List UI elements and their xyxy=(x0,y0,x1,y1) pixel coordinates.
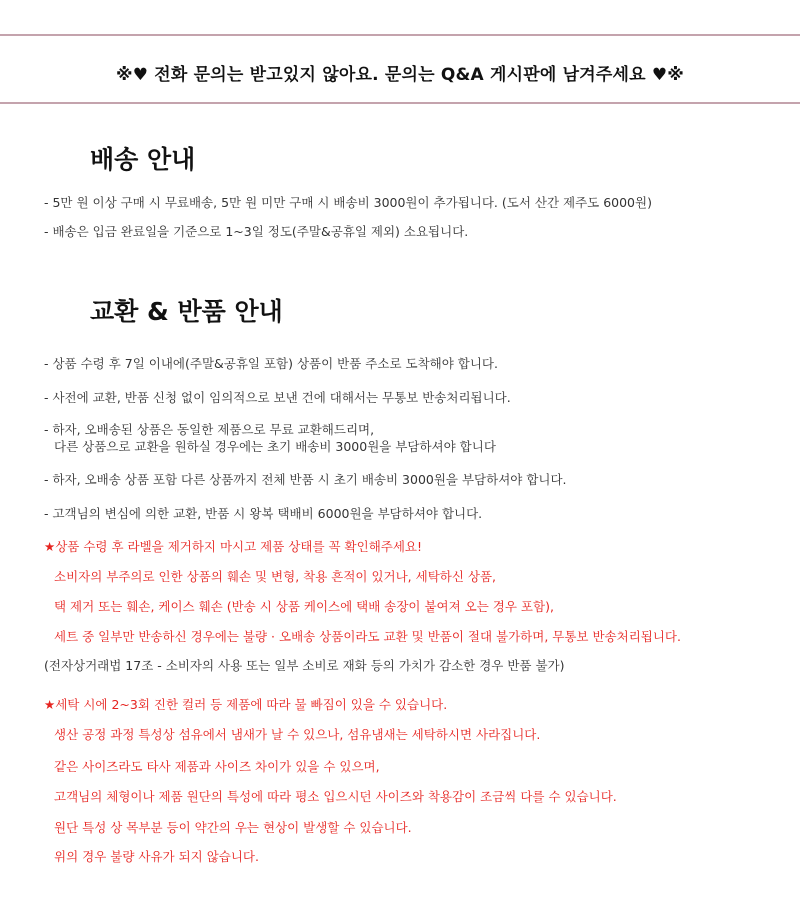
returns-line-3-cont: 다른 상품으로 교환을 원하실 경우에는 초기 배송비 3000원을 부담하셔야 합니다 xyxy=(54,439,496,454)
care-line-6: 위의 경우 불량 사유가 되지 않습니다. xyxy=(54,849,259,864)
returns-warning-4: 세트 중 일부만 반송하신 경우에는 불량 · 오배송 상품이라도 교환 및 반품이 절대 불가하며, 무통보 반송처리됩니다. xyxy=(54,629,681,644)
returns-law-note: (전자상거래법 17조 - 소비자의 사용 또는 일부 소비로 재화 등의 가치가 감소한 경우 반품 불가) xyxy=(44,658,565,673)
care-line-1: ★세탁 시에 2~3회 진한 컬러 등 제품에 따라 물 빠짐이 있을 수 있습니다. xyxy=(44,697,448,712)
returns-title: 교환 & 반품 안내 xyxy=(90,297,283,326)
returns-line-1: - 상품 수령 후 7일 이내에(주말&공휴일 포함) 상품이 반품 주소로 도착해야 합니다. xyxy=(44,356,498,371)
returns-line-5: - 고객님의 변심에 의한 교환, 반품 시 왕복 택배비 6000원을 부담하셔야 합니다. xyxy=(44,506,483,521)
returns-warning-3: 택 제거 또는 훼손, 케이스 훼손 (반송 시 상품 케이스에 택배 송장이 붙여져 오는 경우 포함), xyxy=(54,599,554,614)
returns-warning-1: ★상품 수령 후 라벨을 제거하지 마시고 제품 상태를 꼭 확인해주세요! xyxy=(44,539,423,554)
care-line-4: 고객님의 체형이나 제품 원단의 특성에 따라 평소 입으시던 사이즈와 착용감이 조금씩 다를 수 있습니다. xyxy=(54,789,617,804)
notice-text: ※♥ 전화 문의는 받고있지 않아요. 문의는 Q&A 게시판에 남겨주세요 ♥※ xyxy=(115,65,685,85)
care-line-2: 생산 공정 과정 특성상 섬유에서 냄새가 날 수 있으나, 섬유냄새는 세탁하시면 사라집니다. xyxy=(54,727,541,742)
shipping-line-1: - 5만 원 이상 구매 시 무료배송, 5만 원 미만 구매 시 배송비 3000원이 추가됩니다. (도서 산간 제주도 6000원) xyxy=(44,195,652,210)
notice-banner xyxy=(0,34,800,104)
shipping-line-2: - 배송은 입금 완료일을 기준으로 1~3일 정도(주말&공휴일 제외) 소요됩니다. xyxy=(44,224,469,239)
care-line-5: 원단 특성 상 목부분 등이 약간의 우는 현상이 발생할 수 있습니다. xyxy=(54,820,412,835)
shipping-title: 배송 안내 xyxy=(90,145,196,174)
returns-line-3: - 하자, 오배송된 상품은 동일한 제품으로 무료 교환해드리며, xyxy=(44,422,375,437)
care-line-3: 같은 사이즈라도 타사 제품과 사이즈 차이가 있을 수 있으며, xyxy=(54,759,380,774)
returns-line-4: - 하자, 오배송 상품 포함 다른 상품까지 전체 반품 시 초기 배송비 3000원을 부담하셔야 합니다. xyxy=(44,472,567,487)
returns-warning-2: 소비자의 부주의로 인한 상품의 훼손 및 변형, 착용 흔적이 있거나, 세탁하신 상품, xyxy=(54,569,497,584)
returns-line-2: - 사전에 교환, 반품 신청 없이 임의적으로 보낸 건에 대해서는 무통보 반송처리됩니다. xyxy=(44,390,511,405)
